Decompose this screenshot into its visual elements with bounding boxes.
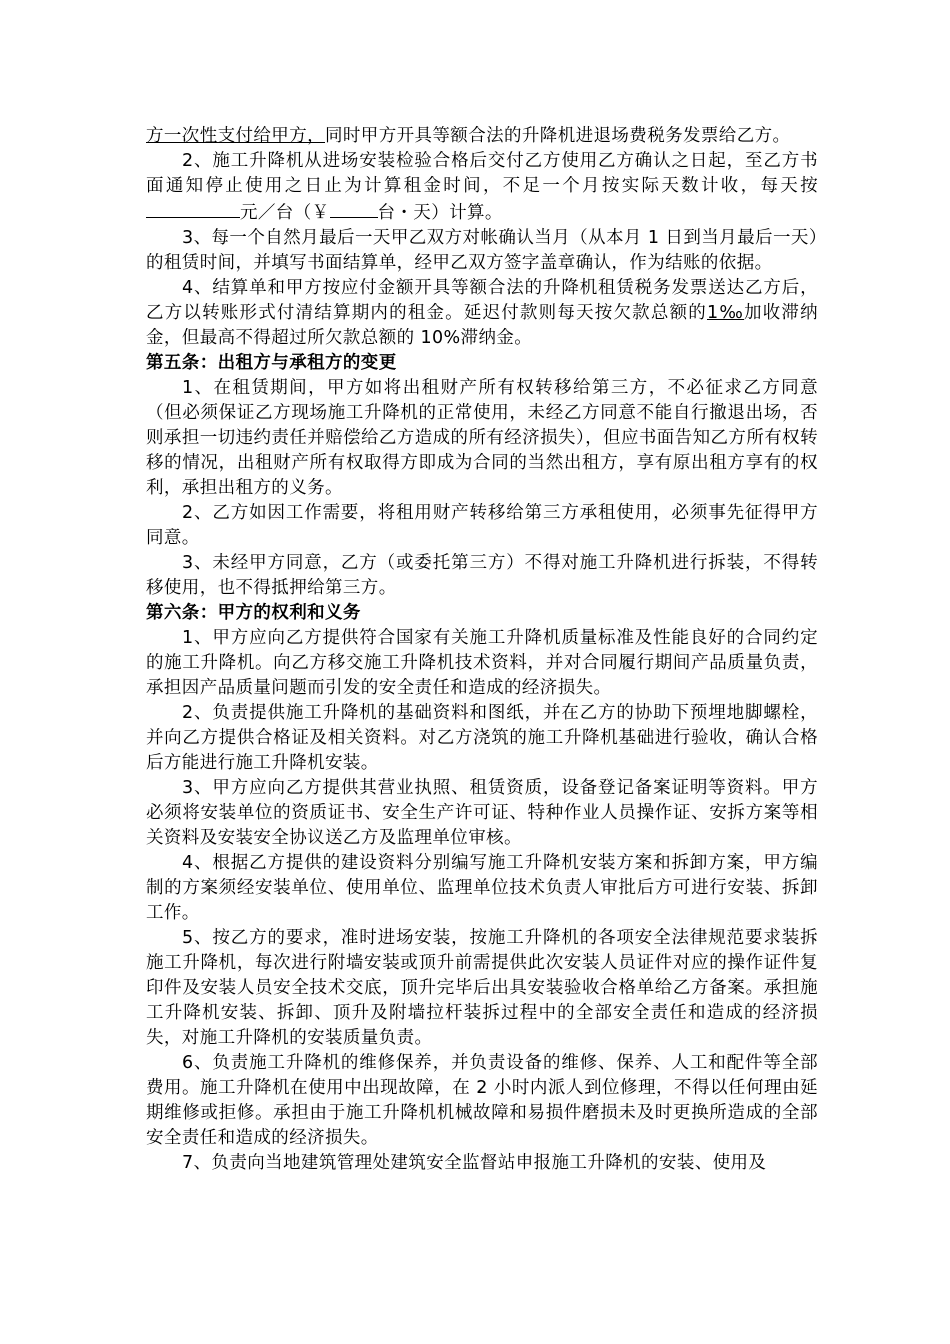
article-6-clause-1: 1、甲方应向乙方提供符合国家有关施工升降机质量标准及性能良好的合同约定的施工升降机。向乙方移交施工升降机技术资料，并对合同履行期间产品质量负责，承担因产品质量问题而引发的安全责任和造成的经济损失。 bbox=[146, 628, 818, 698]
paragraph-text: 4、结算单和甲方按应付金额开具等额合法的升降机租赁税务发票送达乙方后，乙方以转账形式付清结算期内的租金。延迟付款则每天按欠款总额的 bbox=[146, 278, 818, 323]
section-heading-article-6: 第六条：甲方的权利和义务 bbox=[146, 603, 361, 623]
article-6-clause-7: 7、负责向当地建筑管理处建筑安全监督站申报施工升降机的安装、使用及 bbox=[182, 1153, 767, 1173]
blank-daily-rate bbox=[146, 199, 240, 218]
document-page bbox=[146, 124, 818, 1176]
paragraph-text: 同时甲方开具等额合法的升降机进退场费税务发票给乙方。 bbox=[325, 126, 791, 146]
paragraph-payment-continued bbox=[146, 124, 818, 149]
blank-amount bbox=[330, 199, 378, 218]
paragraph-rent-calculation bbox=[146, 149, 818, 226]
paragraph-text: 台・天）计算。 bbox=[377, 203, 503, 223]
article-6-clause-3: 3、甲方应向乙方提供其营业执照、租赁资质，设备登记备案证明等资料。甲方必须将安装单位的资质证书、安全生产许可证、特种作业人员操作证、安拆方案等相关资料及安装安全协议送乙方及监理单位审核。 bbox=[146, 778, 818, 848]
article-5-clause-1: 1、在租赁期间，甲方如将出租财产所有权转移给第三方，不必征求乙方同意（但必须保证乙方现场施工升降机的正常使用，未经乙方同意不能自行撤退出场，否则承担一切违约责任并赔偿给乙方造成的所有经济损失），但应书面告知乙方所有权转移的情况，出租财产所有权取得方即成为合同的当然出租方，享有原出租方享有的权利，承担出租方的义务。 bbox=[146, 378, 818, 498]
article-6-clause-5: 5、按乙方的要求，准时进场安装，按施工升降机的各项安全法律规范要求装拆施工升降机，每次进行附墙安装或顶升前需提供此次安装人员证件对应的操作证件复印件及安装人员安全技术交底，顶升完毕后出具安装验收合格单给乙方备案。承担施工升降机安装、拆卸、顶升及附墙拉杆装拆过程中的全部安全责任和造成的经济损失，对施工升降机的安装质量负责。 bbox=[146, 928, 818, 1048]
underlined-text: 方一次性支付给甲方， bbox=[146, 126, 325, 146]
paragraph-monthly-reconciliation: 3、每一个自然月最后一天甲乙双方对帐确认当月（从本月 1 日到当月最后一天）的租赁时间，并填写书面结算单，经甲乙双方签字盖章确认，作为结账的依据。 bbox=[146, 228, 818, 273]
late-fee-rate: 1‰ bbox=[706, 303, 744, 323]
paragraph-text: 元／台（￥ bbox=[240, 203, 330, 223]
article-5-clause-2: 2、乙方如因工作需要，将租用财产转移给第三方承租使用，必须事先征得甲方同意。 bbox=[146, 503, 818, 548]
section-heading-article-5: 第五条：出租方与承租方的变更 bbox=[146, 353, 397, 373]
paragraph-text: 2、施工升降机从进场安装检验合格后交付乙方使用乙方确认之日起，至乙方书面通知停止使用之日止为计算租金时间，不足一个月按实际天数计收，每天按 bbox=[146, 151, 818, 196]
article-5-clause-3: 3、未经甲方同意，乙方（或委托第三方）不得对施工升降机进行拆装，不得转移使用，也不得抵押给第三方。 bbox=[146, 553, 818, 598]
article-6-clause-4: 4、根据乙方提供的建设资料分别编写施工升降机安装方案和拆卸方案，甲方编制的方案须经安装单位、使用单位、监理单位技术负责人审批后方可进行安装、拆卸工作。 bbox=[146, 853, 818, 923]
paragraph-settlement bbox=[146, 276, 818, 351]
paragraph-text: 加收滞纳金，但最高不得超过所欠款总额的 10%滞纳金。 bbox=[146, 303, 818, 348]
article-6-clause-2: 2、负责提供施工升降机的基础资料和图纸，并在乙方的协助下预埋地脚螺栓，并向乙方提供合格证及相关资料。对乙方浇筑的施工升降机基础进行验收，确认合格后方能进行施工升降机安装。 bbox=[146, 703, 818, 773]
article-6-clause-6: 6、负责施工升降机的维修保养，并负责设备的维修、保养、人工和配件等全部费用。施工升降机在使用中出现故障，在 2 小时内派人到位修理，不得以任何理由延期维修或拒修。承担由于施工升降机机械故障和易损件磨损未及时更换所造成的全部安全责任和造成的经济损失。 bbox=[146, 1053, 818, 1148]
